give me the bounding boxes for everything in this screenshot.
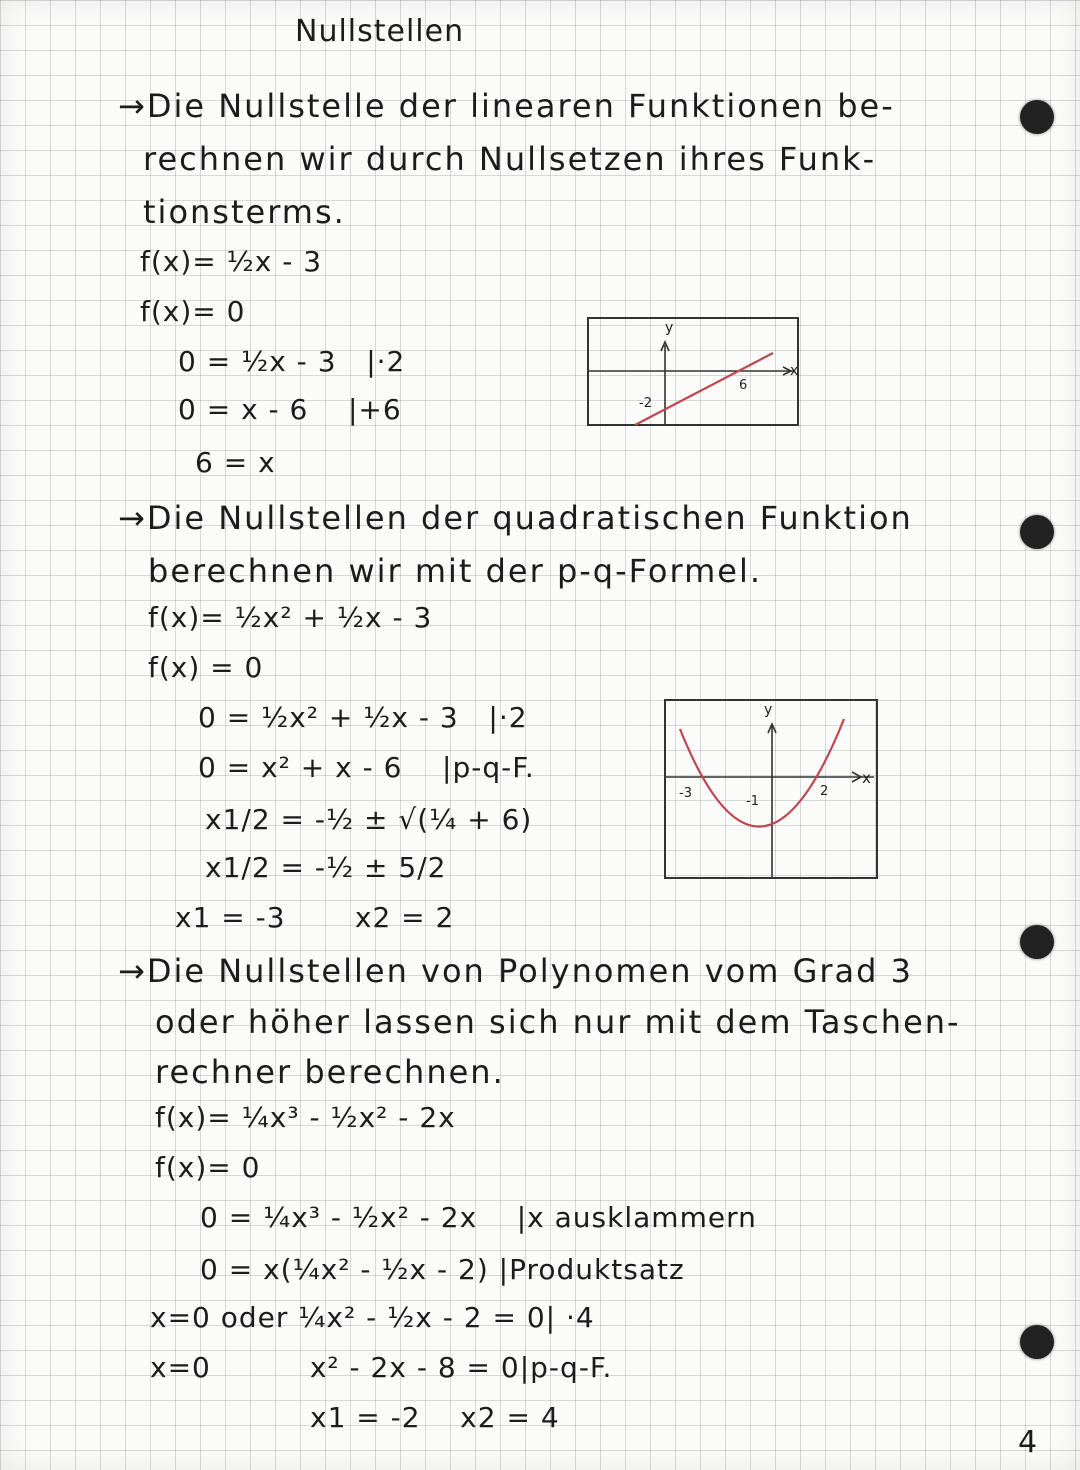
linear-function-graph bbox=[585, 315, 805, 430]
section1-math-3: 0 = ½x - 3 |·2 bbox=[178, 345, 406, 378]
section3-text-line-3: rechner berechnen. bbox=[155, 1053, 505, 1091]
linear-function-line bbox=[635, 353, 773, 425]
section2-math-5: x1/2 = -½ ± √(¼ + 6) bbox=[205, 803, 533, 836]
section1-math-2: f(x)= 0 bbox=[140, 295, 246, 328]
punch-hole bbox=[1020, 515, 1054, 549]
tick-label-neg3: -3 bbox=[679, 786, 692, 801]
page-number: 4 bbox=[1018, 1425, 1039, 1460]
section2-math-2: f(x) = 0 bbox=[148, 651, 264, 684]
x-axis-label: x bbox=[790, 363, 799, 379]
parabola-curve bbox=[680, 719, 844, 827]
section2-text-line-1: →Die Nullstellen der quadratischen Funktion bbox=[118, 499, 913, 537]
section1-math-1: f(x)= ½x - 3 bbox=[140, 245, 323, 278]
section1-math-5: 6 = x bbox=[195, 446, 276, 479]
section3-math-6: x=0 x² - 2x - 8 = 0|p-q-F. bbox=[150, 1351, 613, 1384]
punch-hole bbox=[1020, 925, 1054, 959]
section1-math-4: 0 = x - 6 |+6 bbox=[178, 393, 402, 426]
section3-text-line-2: oder höher lassen sich nur mit dem Taschen- bbox=[155, 1003, 961, 1041]
punch-hole bbox=[1020, 1325, 1054, 1359]
section1-text-line-1: →Die Nullstelle der linearen Funktionen be- bbox=[118, 87, 895, 125]
section2-math-6: x1/2 = -½ ± 5/2 bbox=[205, 851, 447, 884]
section2-math-4: 0 = x² + x - 6 |p-q-F. bbox=[198, 751, 535, 784]
section3-math-2: f(x)= 0 bbox=[155, 1151, 261, 1184]
section3-math-4: 0 = x(¼x² - ½x - 2) |Produktsatz bbox=[200, 1253, 685, 1286]
page-title: Nullstellen bbox=[295, 14, 465, 49]
section3-math-3: 0 = ¼x³ - ½x² - 2x |x ausklammern bbox=[200, 1201, 757, 1234]
section3-math-7: x1 = -2 x2 = 4 bbox=[310, 1401, 560, 1434]
punch-hole bbox=[1020, 100, 1054, 134]
quadratic-function-graph bbox=[662, 697, 882, 882]
tick-label-neg1: -1 bbox=[746, 794, 759, 809]
tick-label-6: 6 bbox=[739, 378, 748, 393]
x-axis-label: x bbox=[862, 769, 871, 787]
section2-math-3: 0 = ½x² + ½x - 3 |·2 bbox=[198, 701, 528, 734]
section2-math-1: f(x)= ½x² + ½x - 3 bbox=[148, 601, 433, 634]
tick-label-2: 2 bbox=[820, 784, 829, 799]
section1-text-line-3: tionsterms. bbox=[143, 193, 346, 231]
y-axis-label: y bbox=[665, 320, 674, 336]
section1-text-line-2: rechnen wir durch Nullsetzen ihres Funk- bbox=[143, 140, 877, 178]
y-axis-label: y bbox=[764, 702, 773, 718]
section3-math-5: x=0 oder ¼x² - ½x - 2 = 0| ·4 bbox=[150, 1301, 595, 1334]
tick-label-neg2: -2 bbox=[639, 396, 652, 411]
section3-math-1: f(x)= ¼x³ - ½x² - 2x bbox=[155, 1101, 456, 1134]
section2-math-7: x1 = -3 x2 = 2 bbox=[175, 901, 455, 934]
section2-text-line-2: berechnen wir mit der p-q-Formel. bbox=[148, 552, 763, 590]
section3-text-line-1: →Die Nullstellen von Polynomen vom Grad 3 bbox=[118, 952, 913, 990]
